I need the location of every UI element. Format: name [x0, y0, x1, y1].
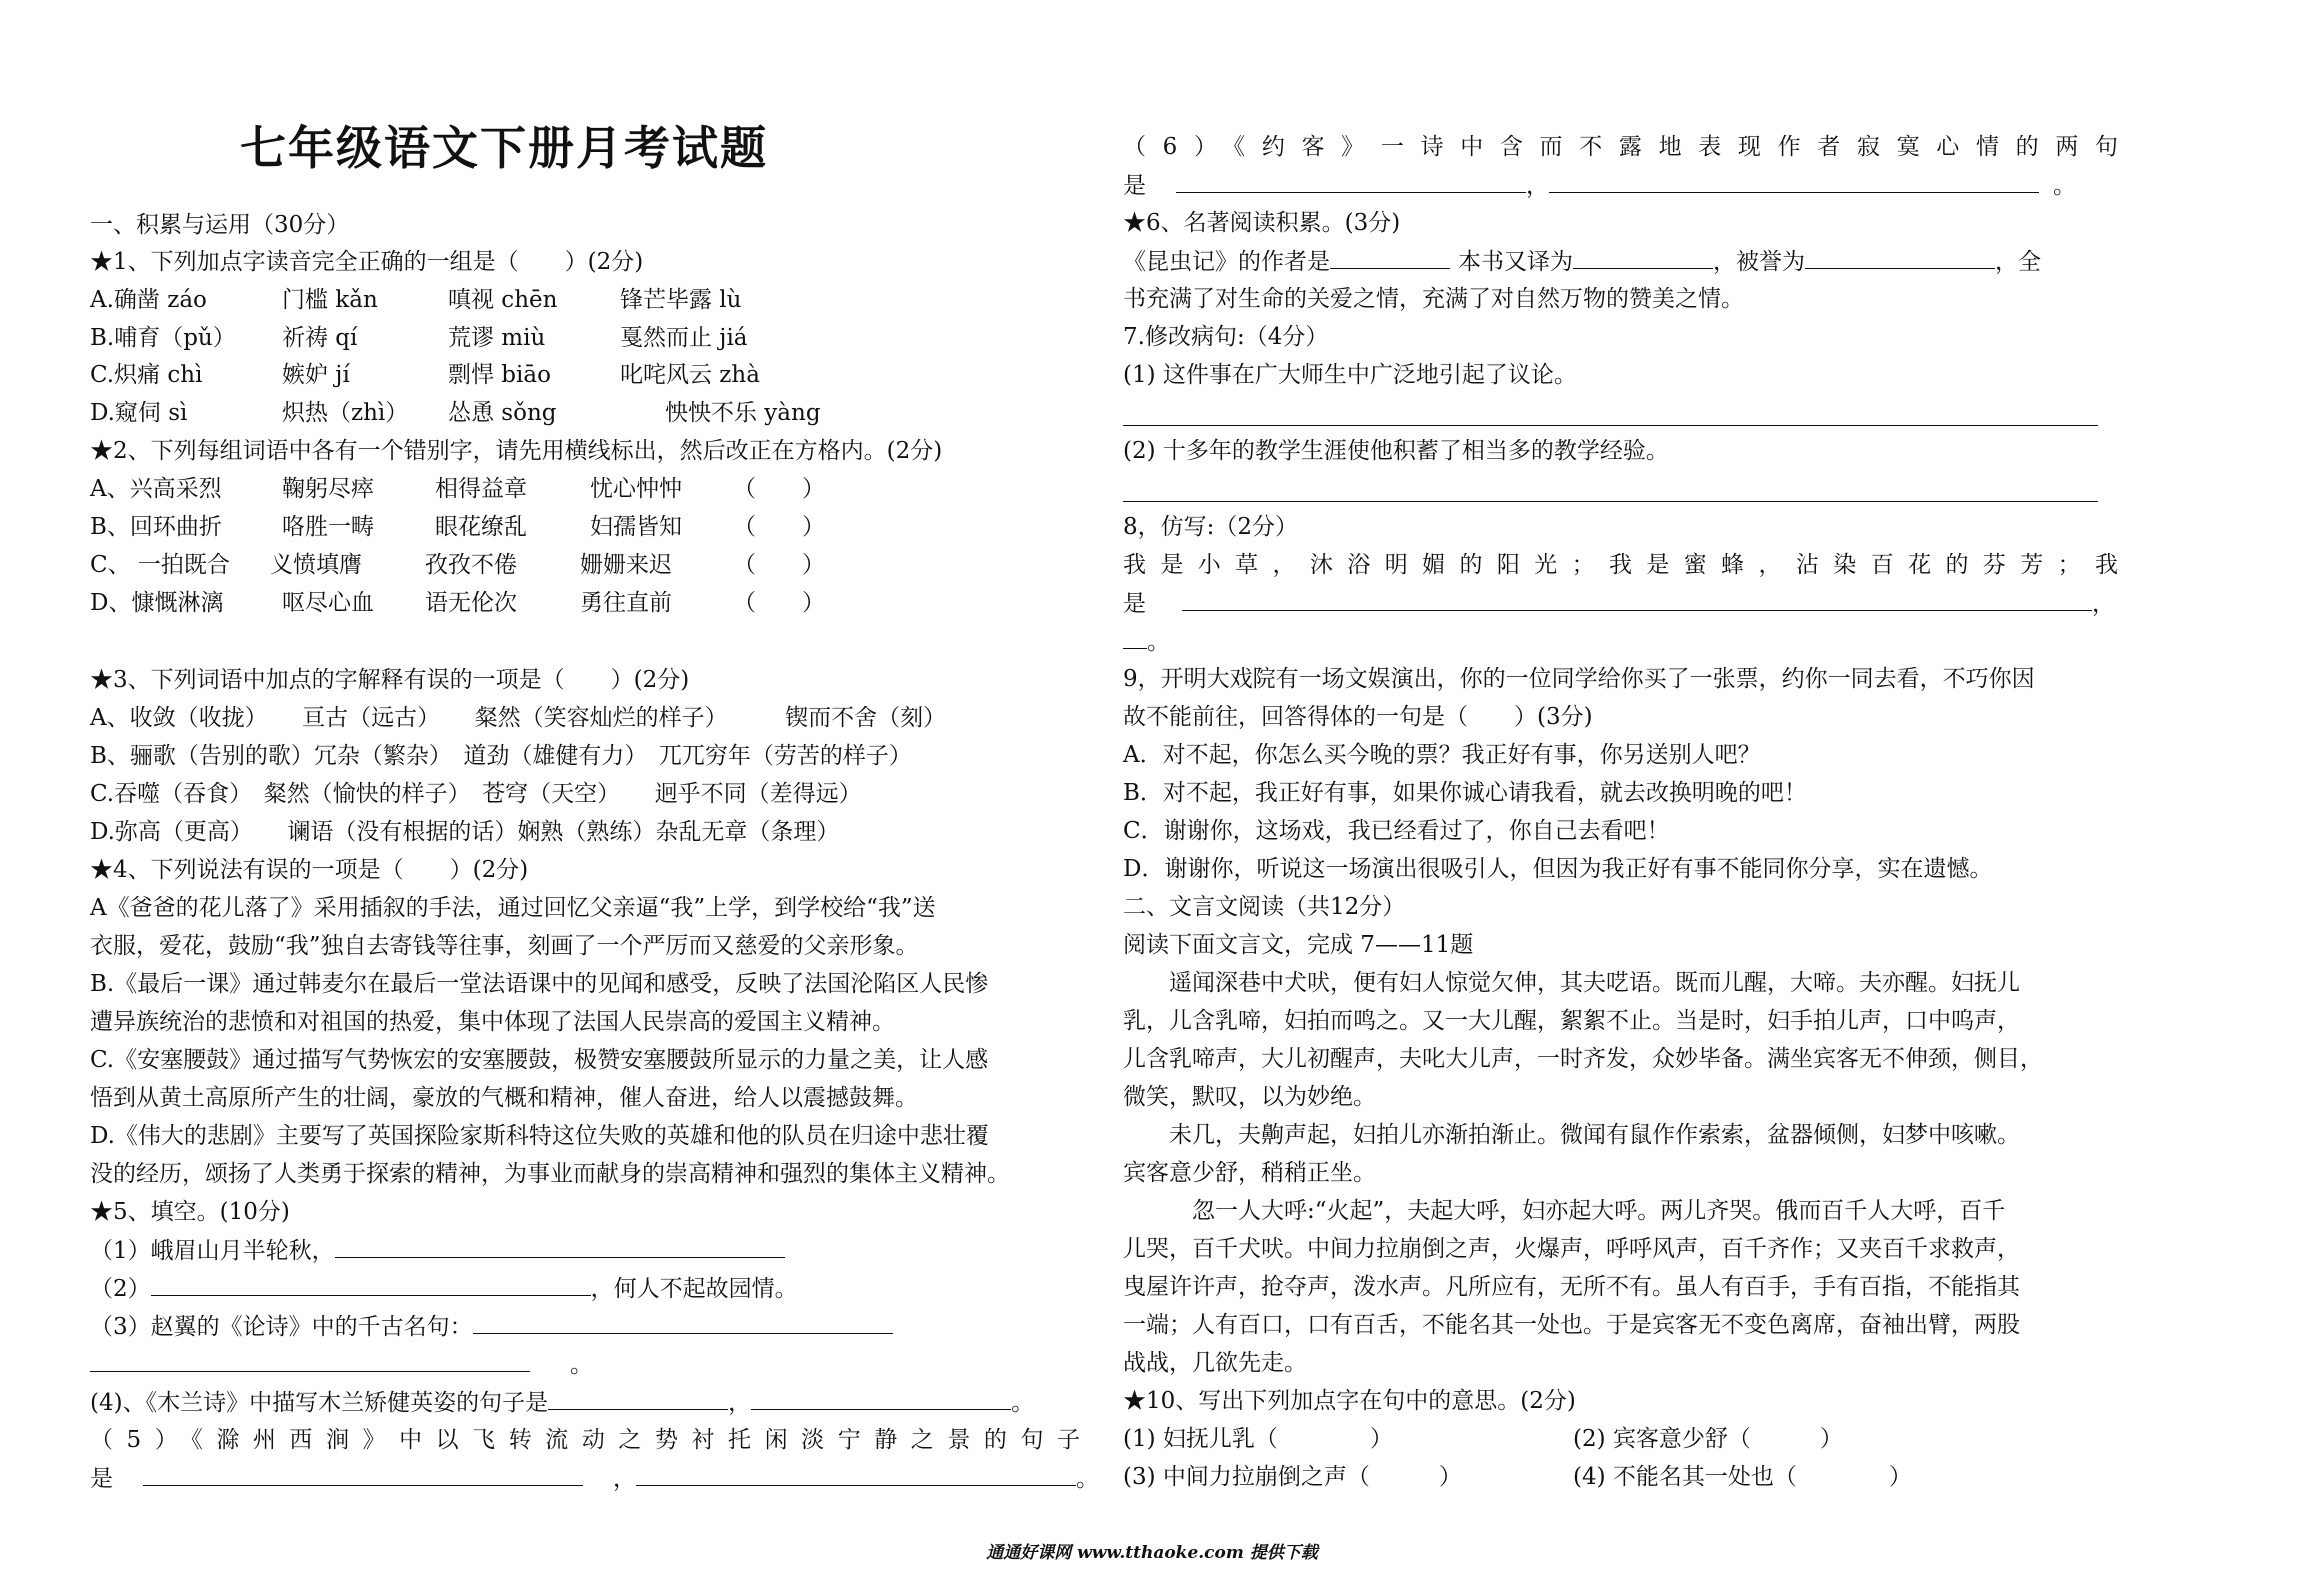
q2-cell: 眼花缭乱: [435, 514, 527, 540]
q5-4-label: (4)、《木兰诗》中描写木兰矫健英姿的句子是: [90, 1390, 549, 1416]
q6-line-1: [1123, 246, 2118, 277]
answer-blank[interactable]: [90, 1349, 530, 1372]
q7-item-1: (1) 这件事在广大师生中广泛地引起了议论。: [1123, 362, 1577, 388]
passage-line: 微笑，默叹，以为妙绝。: [1123, 1084, 1376, 1110]
question-6: ★6、名著阅读积累。(3分): [1123, 210, 1401, 236]
q4-text-line: C.《安塞腰鼓》通过描写气势恢宏的安塞腰鼓，极赞安塞腰鼓所显示的力量之美，让人感: [90, 1047, 989, 1073]
q1-cell: 叱咤风云 zhà: [620, 362, 760, 388]
q10-item: (4) 不能名其一处也（ ）: [1573, 1464, 1912, 1490]
q5-2-text: ，何人不起故园情。: [590, 1276, 798, 1302]
q5-4-sep: ，: [728, 1390, 752, 1416]
q5-item-6-cont: [1123, 170, 2118, 201]
q8-label: 是: [1123, 591, 1146, 617]
q1-option-row: [90, 398, 1080, 428]
passage-line: 乳，儿含乳啼，妇拍而鸣之。又一大儿醒，絮絮不止。当是时，妇手拍儿声，口中呜声，: [1123, 1008, 2020, 1034]
q5-item-6: （6）《约客》一诗中含而不露地表现作者寂寞心情的两句: [1123, 134, 2118, 160]
q2-answer-box[interactable]: （ ）: [733, 552, 825, 578]
answer-blank[interactable]: [143, 1463, 583, 1486]
q6-line-2: 书充满了对生命的关爱之情，充满了对自然万物的赞美之情。: [1123, 286, 1744, 312]
q1-cell: 嫉妒 jí: [282, 362, 350, 388]
q2-cell: 鞠躬尽瘁: [282, 476, 374, 502]
q5-item-1: [90, 1235, 1080, 1266]
q10-item: (2) 宾客意少舒（ ）: [1573, 1426, 1843, 1452]
q4-text-line: 遭异族统治的悲愤和对祖国的热爱，集中体现了法国人民崇高的爱国主义精神。: [90, 1009, 895, 1035]
q4-text-line: B.《最后一课》通过韩麦尔在最后一堂法语课中的见闻和感受，反映了法国沦陷区人民惨: [90, 971, 989, 997]
q2-cell: 姗姗来迟: [580, 552, 672, 578]
q1-cell: B.哺育（pǔ）: [90, 325, 236, 351]
q2-cell: 语无伦次: [425, 590, 517, 616]
q5-6-end: 。: [2053, 173, 2076, 199]
q10-row: [1123, 1462, 2118, 1492]
q6-text-a: 《昆虫记》的作者是: [1123, 249, 1330, 275]
q1-cell: 怏怏不乐 yàng: [665, 400, 821, 426]
question-10: ★10、写出下列加点字在句中的意思。(2分): [1123, 1388, 1576, 1414]
section-heading: 一、积累与运用（30分）: [90, 212, 350, 238]
q5-5-sep: ，: [613, 1466, 636, 1492]
q4-text-line: 衣服，爱花，鼓励“我”独自去寄钱等往事，刻画了一个严厉而又慈爱的父亲形象。: [90, 933, 919, 959]
q2-cell: 孜孜不倦: [425, 552, 517, 578]
q2-answer-box[interactable]: （ ）: [733, 590, 825, 616]
q5-1-label: （1）峨眉山月半轮秋，: [90, 1238, 335, 1264]
q3-option: B、骊歌（告别的歌）冗杂（繁杂） 道劲（雄健有力） 兀兀穷年（劳苦的样子）: [90, 743, 912, 769]
q9-option: D．谢谢你，听说这一场演出很吸引人，但因为我正好有事不能同你分享，实在遗憾。: [1123, 856, 1993, 882]
question-5: ★5、填空。(10分): [90, 1199, 290, 1225]
q9-option: B．对不起，我正好有事，如果你诚心请我看，就去改换明晚的吧！: [1123, 780, 1807, 806]
q5-3-label: （3）赵翼的《论诗》中的千古名句：: [90, 1314, 473, 1340]
q3-option: C.吞噬（吞食） 粲然（愉快的样子） 苍穹（天空） 迥乎不同（差得远）: [90, 781, 862, 807]
q5-5-label: 是: [90, 1466, 113, 1492]
q1-cell: 嗔视 chēn: [448, 287, 558, 313]
q2-option-row: [90, 588, 1080, 618]
q4-text-line: 悟到从黄土高原所产生的壮阔，豪放的气概和精神，催人奋进，给人以震撼鼓舞。: [90, 1085, 918, 1111]
passage-line: 儿含乳啼声，大儿初醒声，夫叱大儿声，一时齐发，众妙毕备。满坐宾客无不伸颈，侧目，: [1123, 1046, 2043, 1072]
q2-cell: A、兴高采烈: [90, 476, 222, 502]
q3-option: D.弥高（更高） 谰语（没有根据的话）娴熟（熟练）杂乱无章（条理）: [90, 819, 840, 845]
answer-blank[interactable]: [548, 1387, 728, 1410]
left-column: [90, 0, 1099, 1595]
q1-option-row: [90, 285, 1080, 315]
question-2: ★2、下列每组词语中各有一个错别字，请先用横线标出，然后改正在方格内。(2分): [90, 438, 943, 464]
q1-cell: 剽悍 biāo: [448, 362, 551, 388]
q3-option: A、收敛（收拢） 亘古（远古） 粲然（笑容灿烂的样子） 锲而不舍（刻）: [90, 705, 947, 731]
passage-line: 一端；人有百口，口有百舌，不能名其一处也。于是宾客无不变色离席，奋袖出臂，两股: [1123, 1312, 2020, 1338]
passage-line: 遥闻深巷中犬吠，便有妇人惊觉欠伸，其夫呓语。既而儿醒，大啼。夫亦醒。妇抚儿: [1123, 970, 2020, 996]
q5-2-label: （2）: [90, 1276, 151, 1302]
answer-line[interactable]: [1123, 425, 2098, 426]
q5-item-2: [90, 1273, 1080, 1304]
q5-item-4: [90, 1387, 1080, 1418]
passage-line: 儿哭，百千犬吠。中间力拉崩倒之声，火爆声，呼呼风声，百千齐作；又夹百千求救声，: [1123, 1236, 2020, 1262]
q2-cell: 相得益章: [435, 476, 527, 502]
q2-cell: B、回环曲折: [90, 514, 222, 540]
page-title: 七年级语文下册月考试题: [240, 121, 768, 175]
answer-blank[interactable]: [1330, 246, 1450, 269]
q4-text-line: D.《伟大的悲剧》主要写了英国探险家斯科特这位失败的英雄和他的队员在归途中悲壮覆: [90, 1123, 989, 1149]
q5-item-5: （5）《滁州西涧》中以飞转流动之势衬托闲淡宁静之景的句子: [90, 1427, 1080, 1453]
q2-cell: D、慷慨淋漓: [90, 590, 224, 616]
q2-option-row: [90, 550, 1080, 580]
passage-line: 未几，夫齁声起，妇拍儿亦渐拍渐止。微闻有鼠作作索索，盆器倾侧，妇梦中咳嗽。: [1123, 1122, 2020, 1148]
q1-cell: 荒谬 miù: [448, 325, 546, 351]
passage-line: 宾客意少舒，稍稍正坐。: [1123, 1160, 1376, 1186]
question-9: 9，开明大戏院有一场文娱演出，你的一位同学给你买了一张票，约你一同去看，不巧你因: [1123, 666, 2035, 692]
q1-cell: 怂恿 sǒng: [448, 400, 557, 426]
q2-cell: 义愤填膺: [270, 552, 362, 578]
q8-end: 。: [1147, 629, 1170, 655]
q1-cell: 祈祷 qí: [282, 325, 358, 351]
q6-text-b: 本书又译为: [1458, 249, 1573, 275]
q8-line-3: [1123, 626, 2118, 657]
answer-blank[interactable]: [636, 1463, 1076, 1486]
section-heading: 二、文言文阅读（共12分）: [1123, 894, 1406, 920]
q2-cell: 勇往直前: [580, 590, 672, 616]
q1-cell: 门槛 kǎn: [282, 287, 378, 313]
q2-cell: C、 一拍既合: [90, 552, 230, 578]
passage-line: 战战，几欲先走。: [1123, 1350, 1307, 1376]
q9-option: A．对不起，你怎么买今晚的票？我正好有事，你另送别人吧？: [1123, 742, 1761, 768]
answer-blank[interactable]: [1176, 170, 1526, 193]
question-8: 8，仿写:（2分）: [1123, 514, 1299, 540]
answer-blank[interactable]: [1805, 246, 1995, 269]
q10-item: (3) 中间力拉崩倒之声（ ）: [1123, 1464, 1462, 1490]
q2-cell: 忧心忡忡: [590, 476, 682, 502]
q1-option-row: [90, 323, 1080, 353]
q2-answer-box[interactable]: （ ）: [733, 514, 825, 540]
question-1: ★1、下列加点字读音完全正确的一组是（ ）(2分): [90, 249, 644, 275]
q8-line-2: [1123, 588, 2118, 619]
q5-6-sep: ，: [1526, 173, 1549, 199]
passage-line: 忽一人大呼:“火起”，夫起大呼，妇亦起大呼。两儿齐哭。俄而百千人大呼，百千: [1123, 1198, 2006, 1224]
q9-option: C．谢谢你，这场戏，我已经看过了，你自己去看吧！: [1123, 818, 1670, 844]
q5-6-label: 是: [1123, 173, 1146, 199]
q2-cell: 妇孺皆知: [590, 514, 682, 540]
q6-text-c: ，被誉为: [1713, 249, 1805, 275]
q5-item-5-cont: [90, 1463, 1099, 1494]
q6-text-d: ，全: [1995, 249, 2041, 275]
q1-cell: 炽热（zhì）: [282, 400, 409, 426]
passage-intro: 阅读下面文言文，完成 7——11题: [1123, 932, 1474, 958]
answer-line[interactable]: [1123, 501, 2098, 502]
q8-sep: ，: [2092, 591, 2115, 617]
q1-cell: 锋芒毕露 lù: [620, 287, 742, 313]
answer-blank[interactable]: [473, 1311, 893, 1334]
q2-answer-box[interactable]: （ ）: [733, 476, 825, 502]
question-7: 7.修改病句:（4分）: [1123, 324, 1329, 350]
q2-cell: 呕尽心血: [282, 590, 374, 616]
q2-option-row: [90, 512, 1080, 542]
q10-row: [1123, 1424, 2118, 1454]
answer-blank[interactable]: [1573, 246, 1713, 269]
answer-blank[interactable]: [751, 1387, 1011, 1410]
q1-cell: A.确凿 záo: [90, 287, 207, 313]
q10-item: (1) 妇抚儿乳（ ）: [1123, 1426, 1393, 1452]
question-4: ★4、下列说法有误的一项是（ ）(2分): [90, 857, 529, 883]
question-3: ★3、下列词语中加点的字解释有误的一项是（ ）(2分): [90, 667, 690, 693]
answer-blank[interactable]: [1123, 626, 1147, 649]
q5-5-end: 。: [1076, 1466, 1099, 1492]
passage-line: 曳屋许许声，抢夺声，泼水声。凡所应有，无所不有。虽人有百手，手有百指，不能指其: [1123, 1274, 2020, 1300]
right-column: [1123, 0, 2118, 1595]
q2-cell: 咯胜一畴: [282, 514, 374, 540]
answer-blank[interactable]: [1182, 588, 2092, 611]
answer-blank[interactable]: [1549, 170, 2039, 193]
footer-source: 通通好课网 www.tthaoke.com 提供下载: [986, 1543, 1318, 1563]
q4-text-line: A《爸爸的花儿落了》采用插叙的手法，通过回忆父亲逼“我”上学，到学校给“我”送: [90, 895, 936, 921]
q1-cell: D.窥伺 sì: [90, 400, 188, 426]
q5-item-3: [90, 1311, 1080, 1342]
q8-line-1: 我是小草，沐浴明媚的阳光；我是蜜蜂，沾染百花的芬芳；我: [1123, 552, 2118, 578]
q1-cell: C.炽痛 chì: [90, 362, 203, 388]
answer-blank[interactable]: [335, 1235, 785, 1258]
q7-item-2: (2) 十多年的教学生涯使他积蓄了相当多的教学经验。: [1123, 438, 1669, 464]
q5-item-3-cont: [90, 1349, 1080, 1380]
q4-text-line: 没的经历，颂扬了人类勇于探索的精神，为事业而献身的崇高精神和强烈的集体主义精神。: [90, 1161, 1010, 1187]
q1-option-row: [90, 360, 1080, 390]
q5-4-end: 。: [1011, 1390, 1035, 1416]
q5-3-end: 。: [570, 1352, 593, 1378]
q1-cell: 戛然而止 jiá: [620, 325, 748, 351]
q2-option-row: [90, 474, 1080, 504]
answer-blank[interactable]: [151, 1273, 591, 1296]
question-9-cont: 故不能前往，回答得体的一句是（ ）(3分): [1123, 704, 1593, 730]
